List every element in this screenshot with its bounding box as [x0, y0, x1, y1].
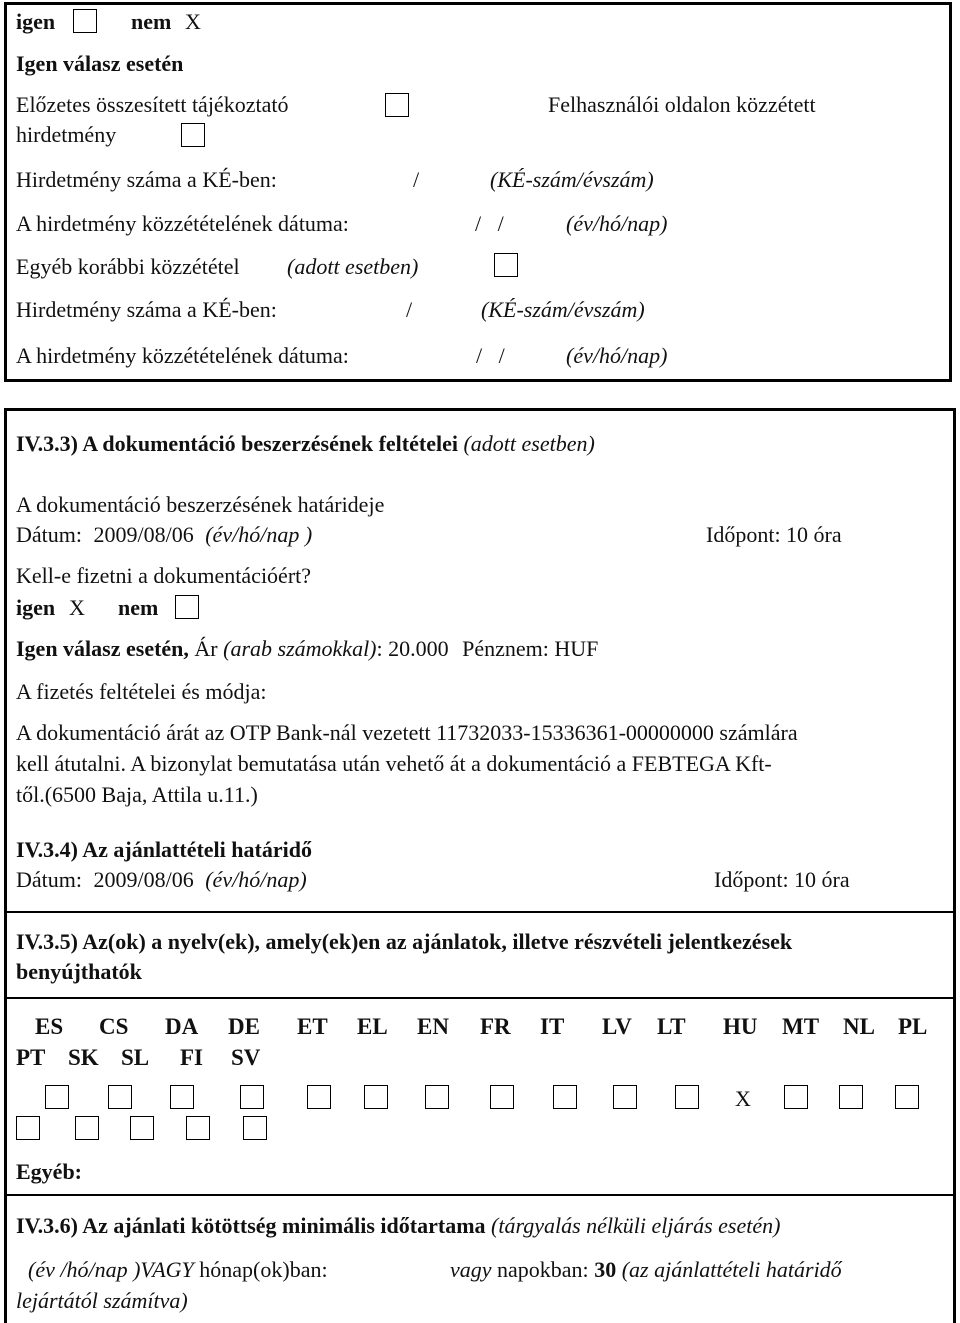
s433-feltetelek-label: A fizetés feltételei és módja:: [16, 679, 267, 704]
hirdetmeny-label: hirdetmény: [16, 122, 117, 147]
s433-nem-checkbox[interactable]: [175, 595, 199, 619]
s434-idopont: Időpont: 10 óra: [714, 867, 850, 892]
lang-checkbox-fr[interactable]: [490, 1085, 514, 1109]
s436-line1-right: [450, 1257, 842, 1283]
igen-checkbox[interactable]: [73, 9, 97, 33]
s433-title-bold: IV.3.3) A dokumentáció beszerzésének feltételei: [16, 431, 458, 456]
row4-format: (év/hó/nap): [566, 343, 668, 368]
s435-title-line2: benyújthatók: [16, 959, 142, 984]
nem-label: nem: [131, 9, 172, 34]
lang-code: PL: [898, 1014, 928, 1039]
s434-datum-value: 2009/08/06: [93, 867, 194, 892]
lang-code: ET: [297, 1014, 328, 1039]
lang-checkbox-cs[interactable]: [108, 1085, 132, 1109]
egyeb-korabbi-label: Egyéb korábbi közzététel: [16, 254, 240, 279]
row1-label: Hirdetmény száma a KÉ-ben:: [16, 167, 277, 192]
row3-label: Hirdetmény száma a KÉ-ben:: [16, 297, 277, 322]
lang-code: PT: [16, 1045, 46, 1070]
s436-title-bold: IV.3.6) Az ajánlati kötöttség minimális időtartama: [16, 1213, 486, 1238]
row2-format: (év/hó/nap): [566, 211, 668, 236]
lang-code: SL: [121, 1045, 150, 1070]
lang-checkbox-it[interactable]: [553, 1085, 577, 1109]
s433-fizetni-question: Kell-e fizetni a dokumentációért?: [16, 563, 312, 588]
row3-slash: /: [406, 297, 413, 322]
s433-datum-value: 2009/08/06: [93, 522, 194, 547]
s434-title: IV.3.4) Az ajánlattételi határidő: [16, 837, 312, 862]
lang-checkbox-sk[interactable]: [75, 1116, 99, 1140]
lang-code: EL: [357, 1014, 388, 1039]
lang-code: NL: [843, 1014, 875, 1039]
row4-label: A hirdetmény közzétételének dátuma:: [16, 343, 349, 368]
row3-format: (KÉ-szám/évszám): [481, 297, 645, 322]
s433-idopont: Időpont: 10 óra: [706, 522, 842, 547]
lang-checkbox-pt[interactable]: [16, 1116, 40, 1140]
s433-ar-label: Ár: [194, 636, 218, 661]
divider-435-langs: [4, 997, 956, 999]
lang-selected-mark-hu[interactable]: X: [735, 1086, 751, 1111]
egyeb-adott-esetben: (adott esetben): [287, 254, 419, 279]
lang-code: EN: [417, 1014, 449, 1039]
felhasznaloi-label: Felhasználói oldalon közzétett: [548, 92, 816, 117]
s433-para-line1: A dokumentáció árát az OTP Bank-nál vezetett 11732033-15336361-00000000 számlára: [16, 720, 798, 745]
s433-ar-bold: Igen válasz esetén,: [16, 636, 189, 661]
egyeb-korabbi-checkbox[interactable]: [494, 253, 518, 277]
s436-line2: lejártától számítva): [16, 1288, 188, 1313]
felhasznaloi-checkbox[interactable]: [181, 123, 205, 147]
lang-code: CS: [99, 1014, 129, 1039]
s436-napokban-value: 30: [594, 1257, 617, 1282]
s433-datum-format: (év/hó/nap ): [205, 522, 313, 547]
s433-ar-italic: (arab számokkal): [223, 636, 377, 661]
s433-igen-label: igen: [16, 595, 56, 620]
s434-datum-format: (év/hó/nap): [205, 867, 307, 892]
s436-title-italic: (tárgyalás nélküli eljárás esetén): [491, 1213, 781, 1238]
row1-slash: /: [413, 167, 420, 192]
s436-honapokban: hónap(ok)ban:: [199, 1257, 328, 1282]
s436-hatarido-note: (az ajánlattételi határidő: [621, 1257, 842, 1282]
s433-title: [16, 431, 595, 457]
s433-ar-value: : 20.000: [376, 636, 449, 661]
s436-vagy: vagy: [450, 1257, 492, 1282]
lang-code: SV: [231, 1045, 261, 1070]
divider-435-436: [4, 1194, 956, 1196]
s433-title-italic: (adott esetben): [463, 431, 595, 456]
lang-code: DE: [228, 1014, 260, 1039]
divider-434-435: [4, 911, 956, 913]
lang-checkbox-sl[interactable]: [130, 1116, 154, 1140]
lang-code: HU: [723, 1014, 758, 1039]
lang-checkbox-el[interactable]: [364, 1085, 388, 1109]
lang-checkbox-pl[interactable]: [895, 1085, 919, 1109]
s434-datum-line: [16, 867, 307, 893]
lang-checkbox-es[interactable]: [45, 1085, 69, 1109]
s433-nem-label: nem: [118, 595, 159, 620]
s436-ev-ho-nap-vagy: (év /hó/nap )VAGY: [28, 1257, 194, 1282]
row2-slashes: / /: [475, 211, 504, 236]
lang-code: LT: [657, 1014, 686, 1039]
lang-checkbox-da[interactable]: [170, 1085, 194, 1109]
lang-checkbox-lt[interactable]: [675, 1085, 699, 1109]
row4-slashes: / /: [476, 343, 505, 368]
s435-title-line1: IV.3.5) Az(ok) a nyelv(ek), amely(ek)en az ajánlatok, illetve részvételi jelentkezések: [16, 929, 793, 954]
lang-checkbox-et[interactable]: [307, 1085, 331, 1109]
s436-napokban: napokban:: [497, 1257, 589, 1282]
lang-code: SK: [68, 1045, 99, 1070]
row2-label: A hirdetmény közzétételének dátuma:: [16, 211, 349, 236]
elozetes-checkbox[interactable]: [385, 93, 409, 117]
s433-para-line3: től.(6500 Baja, Attila u.11.): [16, 782, 258, 807]
igen-label: igen: [16, 9, 56, 34]
lang-checkbox-sv[interactable]: [243, 1116, 267, 1140]
s433-datum-line: [16, 522, 312, 548]
s433-datum-label: Dátum:: [16, 522, 82, 547]
elozetes-label: Előzetes összesített tájékoztató: [16, 92, 289, 117]
s436-title: [16, 1213, 780, 1239]
lang-code: FR: [480, 1014, 511, 1039]
lang-code: ES: [35, 1014, 64, 1039]
s434-datum-label: Dátum:: [16, 867, 82, 892]
nem-mark: X: [185, 9, 201, 34]
s433-para-line2: kell átutalni. A bizonylat bemutatása után vehető át a dokumentáció a FEBTEGA Kft-: [16, 751, 772, 776]
s433-ar-line: [16, 636, 598, 662]
s433-penznem: Pénznem: HUF: [462, 636, 599, 661]
lang-code: DA: [165, 1014, 199, 1039]
lang-checkbox-mt[interactable]: [784, 1085, 808, 1109]
lang-checkbox-fi[interactable]: [186, 1116, 210, 1140]
lang-checkbox-lv[interactable]: [613, 1085, 637, 1109]
lang-code: MT: [782, 1014, 820, 1039]
s433-igen-mark: X: [69, 595, 85, 620]
igen-valasz-heading: Igen válasz esetén: [16, 51, 184, 76]
lang-checkbox-nl[interactable]: [839, 1085, 863, 1109]
lang-code: LV: [602, 1014, 632, 1039]
s436-line1-left: [28, 1257, 328, 1283]
row1-format: (KÉ-szám/évszám): [490, 167, 654, 192]
s435-egyeb-label: Egyéb:: [16, 1159, 82, 1184]
lang-code: IT: [540, 1014, 565, 1039]
lang-checkbox-en[interactable]: [425, 1085, 449, 1109]
lang-checkbox-de[interactable]: [240, 1085, 264, 1109]
s433-hatarido-label: A dokumentáció beszerzésének határideje: [16, 492, 385, 517]
lang-code: FI: [180, 1045, 203, 1070]
